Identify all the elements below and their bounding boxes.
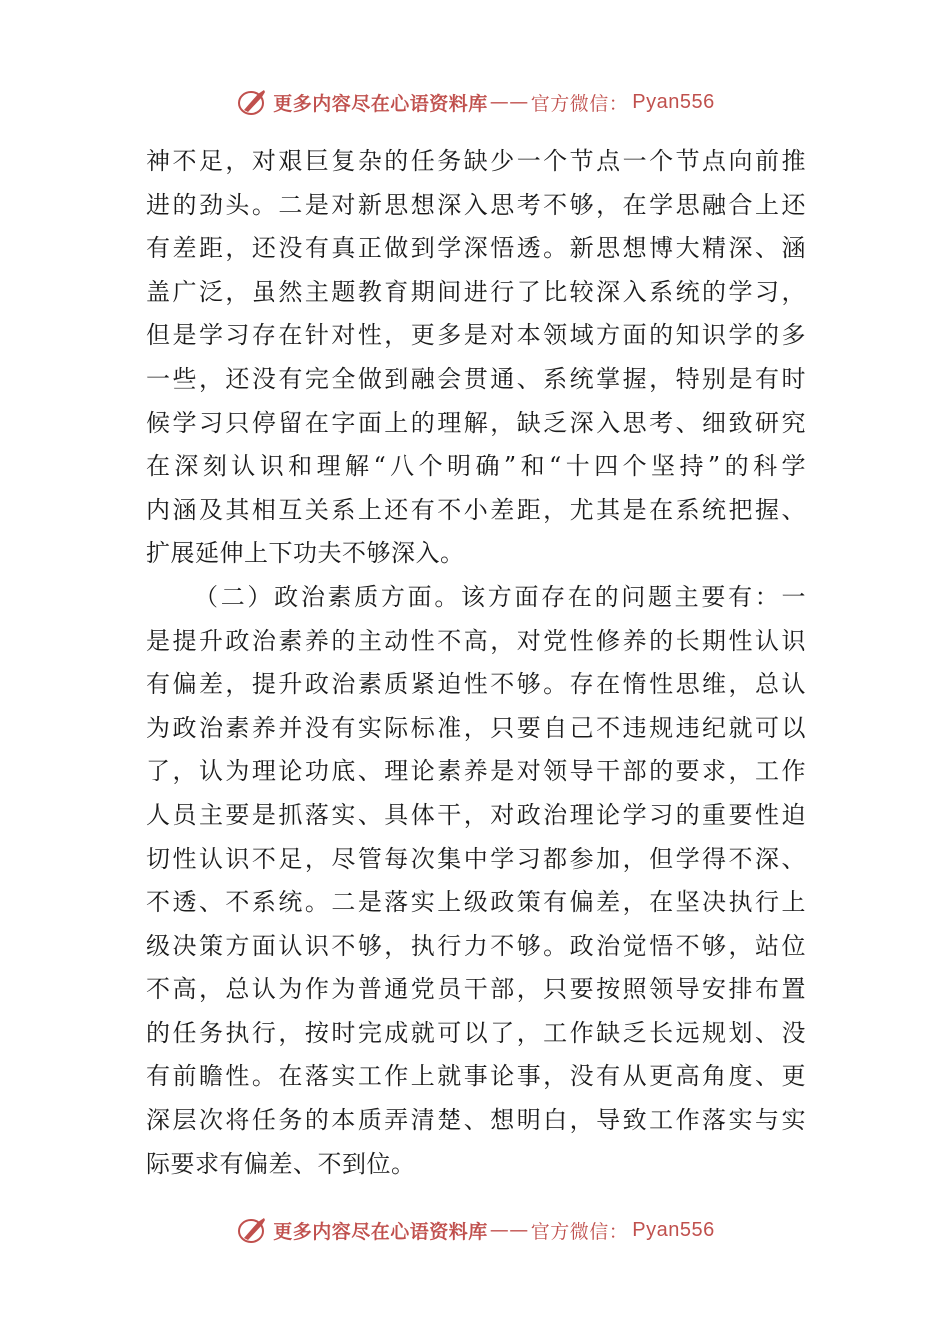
banner-separator: —— [489,1219,529,1241]
wechat-id: Pyan556 [632,1218,715,1241]
wechat-id: Pyan556 [632,90,715,113]
text-line: 的任务执行，按时完成就可以了，工作缺乏长远规划、没 [146,1018,806,1047]
text-line: 在深刻认识和理解“八个明确”和“十四个坚持”的科学 [146,452,806,481]
banner-separator: —— [489,91,529,113]
text-line: 级决策方面认识不够，执行力不够。政治觉悟不够，站位 [146,931,806,960]
text-line: 为政治素养并没有实际标准，只要自己不违规违纪就可以 [146,713,806,742]
text-line: 内涵及其相互关系上还有不小差距，尤其是在系统把握、 [146,495,806,524]
document-body [146,140,806,1186]
text-line: 神不足，对艰巨复杂的任务缺少一个节点一个节点向前推 [146,147,806,175]
text-line: 了，认为理论功底、理论素养是对领导干部的要求，工作 [146,757,806,786]
brand-name: 更多内容尽在心语资料库 [273,92,488,115]
text-line: 深层次将任务的本质弄清楚、想明白，导致工作落实与实 [146,1106,806,1135]
text-line: 切性认识不足，尽管每次集中学习都参加，但学得不深、 [146,844,806,873]
text-line: 是提升政治素养的主动性不高，对党性修养的长期性认识 [146,626,806,655]
text-line: 有差距，还没有真正做到学深悟透。新思想博大精深、涵 [146,234,806,263]
section-heading-line: （二）政治素质方面。该方面存在的问题主要有：一 [194,582,806,611]
text-line: 进的劲头。二是对新思想深入思考不够，在学思融合上还 [146,190,806,219]
header-watermark-banner [0,82,950,122]
pen-nib-circle-icon [235,87,269,117]
text-line: 不透、不系统。二是落实上级政策有偏差，在坚决执行上 [146,888,806,917]
text-line: 有偏差，提升政治素质紧迫性不够。存在惰性思维，总认 [146,670,806,699]
pen-nib-circle-icon [235,1215,269,1245]
text-line: 人员主要是抓落实、具体干，对政治理论学习的重要性迫 [146,800,806,829]
text-line: 但是学习存在针对性，更多是对本领域方面的知识学的多 [146,321,806,350]
text-line: 候学习只停留在字面上的理解，缺乏深入思考、细致研究 [146,408,806,437]
text-line: 际要求有偏差、不到位。 [146,1149,416,1178]
wechat-label: 官方微信： [530,92,629,115]
wechat-label: 官方微信： [530,1220,629,1243]
footer-watermark-banner [0,1210,950,1250]
text-line: 有前瞻性。在落实工作上就事论事，没有从更高角度、更 [146,1062,806,1091]
text-line: 扩展延伸上下功夫不够深入。 [146,539,465,568]
text-line: 不高，总认为作为普通党员干部，只要按照领导安排布置 [146,975,806,1004]
text-line: 一些，还没有完全做到融会贯通、系统掌握，特别是有时 [146,364,806,393]
brand-name: 更多内容尽在心语资料库 [273,1220,488,1243]
text-line: 盖广泛，虽然主题教育期间进行了比较深入系统的学习， [146,277,806,306]
